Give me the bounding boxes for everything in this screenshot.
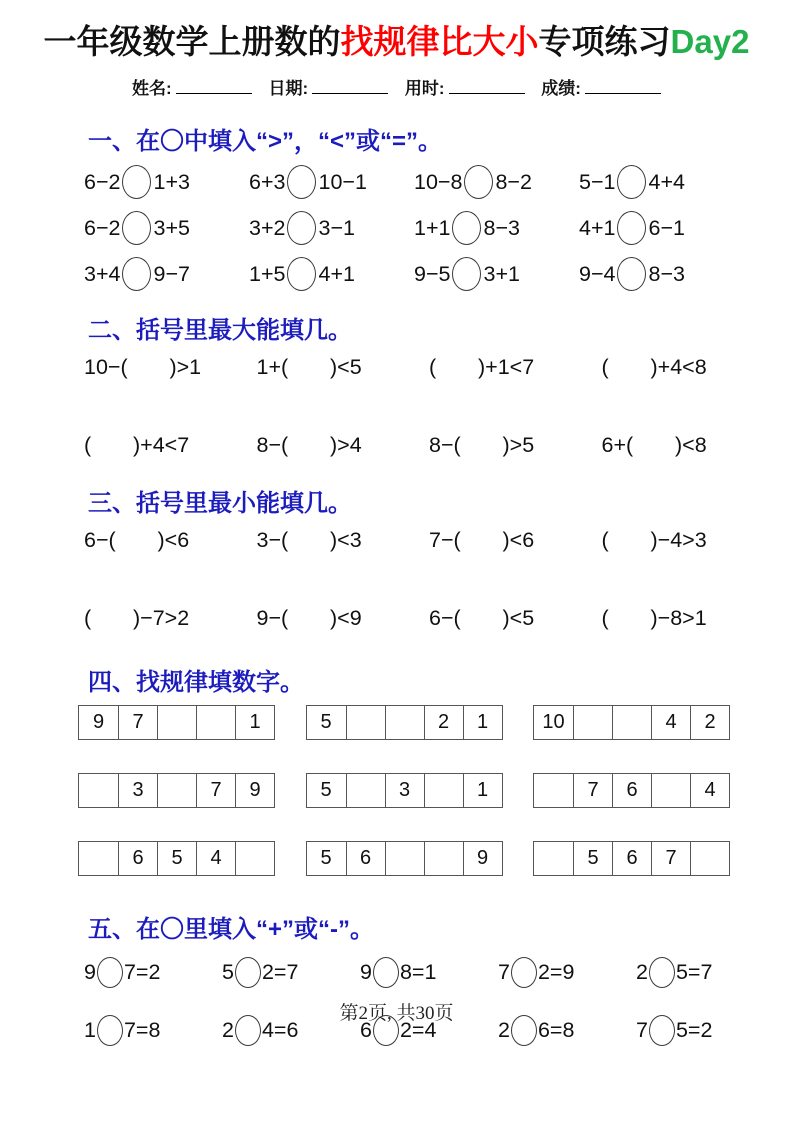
- date-blank-line: [312, 80, 388, 94]
- page-title: [0, 0, 793, 62]
- answer-circle: [617, 211, 646, 245]
- bracket-fill-problem: 10−( )>1: [84, 355, 202, 379]
- left-number: 1: [84, 1017, 96, 1042]
- page-number-footer: 第2页, 共30页: [339, 1003, 454, 1024]
- sequence-cell: 6: [612, 774, 651, 807]
- comparison-problem: [249, 210, 414, 246]
- left-expression: 4+1: [579, 215, 616, 240]
- bracket-fill-problem: 9−( )<9: [256, 606, 362, 630]
- answer-circle: [617, 165, 646, 199]
- right-expression: 10−1: [318, 169, 367, 194]
- left-number: 2: [222, 1017, 234, 1042]
- sequence-cell-blank: [346, 706, 385, 739]
- sequence-cell-blank: [157, 706, 196, 739]
- bracket-fill-problem: ( )−8>1: [601, 606, 707, 630]
- answer-circle: [122, 165, 151, 199]
- sequence-cell-blank: [690, 842, 729, 875]
- sequence-table-row: [78, 841, 730, 876]
- comparison-problem: [84, 210, 249, 246]
- right-expression: 1+3: [153, 169, 190, 194]
- sequence-table: [306, 705, 503, 740]
- right-expression: 3+1: [483, 261, 520, 286]
- sequence-cell-blank: [79, 774, 118, 807]
- operator-circle: [511, 957, 537, 988]
- sequence-table-row: [78, 773, 730, 808]
- sequence-cell: 5: [320, 711, 332, 733]
- sequence-cell-blank: [346, 774, 385, 807]
- section-3: [0, 483, 793, 636]
- left-expression: 1+1: [414, 215, 451, 240]
- comparison-problem: [579, 164, 744, 200]
- equation-rest: 2=4: [399, 1017, 437, 1042]
- sequence-cell-blank: [196, 706, 235, 739]
- student-info-line: [0, 74, 793, 99]
- operator-circle: [649, 957, 675, 988]
- title-day-badge: Day2: [670, 23, 750, 60]
- sequence-cell: 9: [463, 842, 502, 875]
- equation-rest: 7=8: [123, 1017, 161, 1042]
- sequence-cell: 7: [651, 842, 690, 875]
- bracket-fill-problem: 6+( )<8: [601, 433, 707, 457]
- title-practice-part: 专项练习: [538, 23, 671, 60]
- left-expression: 5−1: [579, 169, 616, 194]
- sequence-cell: 6: [118, 842, 157, 875]
- operator-fill-problem: [498, 954, 636, 990]
- equation-rest: 5=2: [675, 1017, 713, 1042]
- sequence-cell: 4: [196, 842, 235, 875]
- sequence-table: [78, 773, 275, 808]
- sequence-cell: 5: [320, 779, 332, 801]
- comparison-problem: [414, 164, 579, 200]
- left-number: 6: [360, 1017, 372, 1042]
- right-expression: 3−1: [318, 215, 355, 240]
- bracket-fill-problem: ( )−7>2: [84, 606, 190, 630]
- title-topic-part: 找规律比大小: [340, 23, 539, 60]
- right-expression: 9−7: [153, 261, 190, 286]
- sequence-cell: 9: [92, 711, 105, 733]
- bracket-fill-problem: 7−( )<6: [429, 528, 535, 552]
- sequence-cell: 2: [690, 706, 729, 739]
- comparison-problem: [414, 256, 579, 292]
- sequence-cell-blank: [534, 842, 573, 875]
- equation-rest: 8=1: [399, 959, 437, 984]
- section-2: [0, 310, 793, 463]
- sequence-cell-blank: [157, 774, 196, 807]
- operator-circle: [373, 957, 399, 988]
- left-expression: 9−5: [414, 261, 451, 286]
- sequence-cell: 10: [542, 711, 565, 733]
- section2-problem-grid: [84, 355, 774, 463]
- bracket-fill-problem: 8−( )>4: [256, 433, 362, 457]
- bracket-fill-problem: 6−( )<6: [84, 528, 190, 552]
- answer-circle: [122, 211, 151, 245]
- comparison-problem: [414, 210, 579, 246]
- comparison-problem: [84, 256, 249, 292]
- right-expression: 3+5: [153, 215, 190, 240]
- sequence-cell-blank: [385, 706, 424, 739]
- bracket-fill-problem: ( )+4<8: [601, 355, 707, 379]
- name-blank-line: [176, 80, 252, 94]
- equation-rest: 7=2: [123, 959, 161, 984]
- sequence-cell: 6: [612, 842, 651, 875]
- left-number: 9: [360, 959, 372, 984]
- operator-circle: [235, 957, 261, 988]
- answer-circle: [287, 257, 316, 291]
- score-label: 成绩:: [541, 79, 581, 98]
- sequence-table: [533, 773, 730, 808]
- sequence-cell-blank: [651, 774, 690, 807]
- sequence-table: [533, 705, 730, 740]
- answer-circle: [452, 257, 481, 291]
- sequence-cell-blank: [385, 842, 424, 875]
- section3-problem-grid: [84, 528, 774, 636]
- right-expression: 8−2: [495, 169, 532, 194]
- sequence-cell: 4: [690, 774, 729, 807]
- score-blank-line: [585, 80, 661, 94]
- right-expression: 8−3: [483, 215, 520, 240]
- left-expression: 3+2: [249, 215, 286, 240]
- operator-circle: [97, 957, 123, 988]
- answer-circle: [617, 257, 646, 291]
- sequence-table: [306, 773, 503, 808]
- comparison-problem: [249, 256, 414, 292]
- bracket-fill-problem: 3−( )<3: [256, 528, 362, 552]
- operator-fill-problem: [360, 954, 498, 990]
- sequence-cell: 5: [157, 842, 196, 875]
- sequence-table: [533, 841, 730, 876]
- equation-rest: 4=6: [261, 1017, 299, 1042]
- answer-circle: [464, 165, 493, 199]
- section2-heading: 二、括号里最大能填几。: [88, 317, 352, 344]
- bracket-fill-problem: ( )−4>3: [601, 528, 707, 552]
- score-field: [541, 74, 661, 99]
- time-blank-line: [449, 80, 525, 94]
- left-number: 2: [636, 959, 648, 984]
- comparison-problem: [579, 256, 744, 292]
- sequence-cell-blank: [612, 706, 651, 739]
- sequence-cell: 4: [651, 706, 690, 739]
- sequence-table: [78, 841, 275, 876]
- left-expression: 9−4: [579, 261, 616, 286]
- operator-fill-problem: [84, 954, 222, 990]
- answer-circle: [287, 165, 316, 199]
- sequence-cell: 6: [346, 842, 385, 875]
- sequence-cell: 7: [573, 774, 612, 807]
- left-expression: 10−8: [414, 169, 463, 194]
- bracket-fill-problem: 6−( )<5: [429, 606, 535, 630]
- operator-fill-problem: [636, 954, 774, 990]
- section5-heading: 五、在〇里填入“+”或“-”。: [88, 916, 375, 943]
- time-label: 用时:: [404, 79, 445, 98]
- section1-problem-grid: [84, 164, 744, 292]
- comparison-problem: [579, 210, 744, 246]
- equation-rest: 5=7: [675, 959, 713, 984]
- sequence-cell-blank: [573, 706, 612, 739]
- right-expression: 6−1: [648, 215, 685, 240]
- sequence-cell: 9: [235, 774, 274, 807]
- section3-heading: 三、括号里最小能填几。: [88, 490, 352, 517]
- bracket-fill-problem: ( )+1<7: [429, 355, 535, 379]
- left-number: 2: [498, 1017, 510, 1042]
- left-expression: 6+3: [249, 169, 286, 194]
- section4-sequence-tables: [0, 705, 793, 876]
- right-expression: 4+4: [648, 169, 685, 194]
- sequence-cell-blank: [534, 774, 573, 807]
- answer-circle: [452, 211, 481, 245]
- date-field: [268, 74, 388, 99]
- answer-circle: [287, 211, 316, 245]
- bracket-fill-problem: 1+( )<5: [256, 355, 362, 379]
- section4-heading: 四、找规律填数字。: [88, 669, 304, 696]
- sequence-cell: 5: [320, 847, 332, 869]
- sequence-cell-blank: [424, 774, 463, 807]
- bracket-fill-problem: 8−( )>5: [429, 433, 535, 457]
- comparison-problem: [84, 164, 249, 200]
- title-grade-part: 一年级数学上册数的: [43, 23, 341, 60]
- right-expression: 8−3: [648, 261, 685, 286]
- left-number: 9: [84, 959, 96, 984]
- sequence-cell: 3: [385, 774, 424, 807]
- section1-heading: 一、在〇中填入“>”，“<”或“=”。: [88, 128, 443, 155]
- left-number: 7: [498, 959, 510, 984]
- sequence-cell-blank: [79, 842, 118, 875]
- section-5: [0, 909, 793, 1048]
- sequence-cell: 7: [196, 774, 235, 807]
- section-1: [0, 121, 793, 292]
- sequence-cell: 2: [424, 706, 463, 739]
- sequence-cell: 7: [118, 706, 157, 739]
- sequence-table-row: [78, 705, 730, 740]
- operator-fill-problem: [222, 954, 360, 990]
- sequence-cell-blank: [424, 842, 463, 875]
- sequence-cell: 1: [463, 774, 502, 807]
- time-field: [405, 74, 525, 99]
- equation-rest: 2=7: [261, 959, 299, 984]
- name-label: 姓名:: [132, 79, 172, 98]
- sequence-table: [78, 705, 275, 740]
- bracket-fill-problem: ( )+4<7: [84, 433, 190, 457]
- sequence-cell: 3: [118, 774, 157, 807]
- left-expression: 6−2: [84, 215, 121, 240]
- sequence-table: [306, 841, 503, 876]
- left-expression: 3+4: [84, 261, 121, 286]
- sequence-cell-blank: [235, 842, 274, 875]
- equation-rest: 2=9: [537, 959, 575, 984]
- comparison-problem: [249, 164, 414, 200]
- sequence-cell: 1: [463, 706, 502, 739]
- sequence-cell: 5: [573, 842, 612, 875]
- left-expression: 1+5: [249, 261, 286, 286]
- equation-rest: 6=8: [537, 1017, 575, 1042]
- answer-circle: [122, 257, 151, 291]
- left-number: 7: [636, 1017, 648, 1042]
- left-expression: 6−2: [84, 169, 121, 194]
- section-4: [0, 662, 793, 876]
- name-field: [132, 74, 252, 99]
- sequence-cell: 1: [235, 706, 274, 739]
- left-number: 5: [222, 959, 234, 984]
- right-expression: 4+1: [318, 261, 355, 286]
- date-label: 日期:: [268, 79, 309, 98]
